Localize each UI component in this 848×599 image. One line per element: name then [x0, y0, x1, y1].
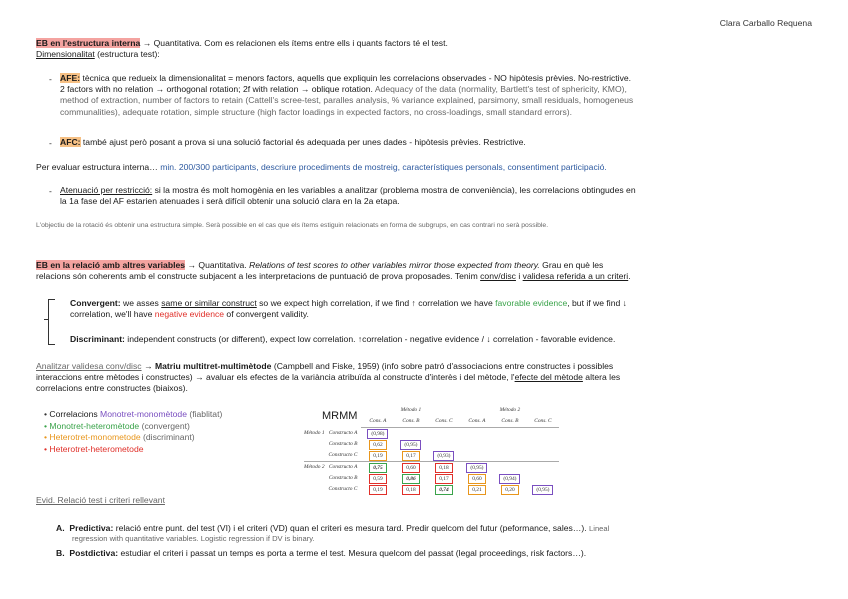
- attenuation-label: Atenuació per restricció:: [60, 185, 153, 195]
- list-letter: A.: [56, 523, 65, 533]
- legend-colored-label: Monotret-heteromètode: [49, 420, 140, 431]
- text: relacions són coherents amb el constructe subjacent a les interpretacions de puntuació de prova proposades. Tenim: [36, 271, 481, 282]
- correlation-value: 0,17: [402, 451, 419, 461]
- column-header: Cons. B: [493, 416, 526, 428]
- matrix-cell: [394, 473, 427, 484]
- correlation-value: (0,98): [367, 429, 388, 439]
- afe-paragraph: [60, 73, 820, 118]
- correlation-value: (0,93): [433, 451, 454, 461]
- correlation-value: (0,95): [400, 440, 421, 450]
- matrix-cell: [460, 484, 493, 495]
- mtmm-bold: Matriu multitret-multimètode: [154, 361, 272, 371]
- matrix-cell: [394, 439, 427, 450]
- correlation-value: 0,86: [402, 474, 419, 484]
- discriminant-text: independent constructs (or different), expect low correlation. ↑correlation - negative evidence / ↓ correlation - favorable evidence.: [124, 334, 616, 344]
- evaluation-text: Per evaluar estructura interna…: [36, 162, 161, 172]
- highlighted-heading: EB en l'estructura interna: [36, 38, 141, 48]
- text: , but if we find ↓: [567, 298, 627, 308]
- afe-line-4: communalities), adequate rotation, simple structure (high factor loadings in expected factors, no cross-loadings, small standard errors).: [60, 106, 573, 117]
- correlation-value: 0,19: [369, 451, 386, 461]
- bullet-icon: •: [44, 409, 50, 419]
- legend-item: [44, 421, 222, 433]
- correlation-value: 0,17: [435, 474, 452, 484]
- correlation-value: 0,74: [435, 485, 452, 495]
- matrix-cell: [526, 473, 559, 484]
- matrix-cell: [361, 473, 394, 484]
- table-row: [304, 462, 559, 474]
- matrix-cell: [394, 428, 427, 440]
- evaluation-blue: min. 200/300 participants, descriure procediments de mostreig, característiques personals, consentiment participació.: [160, 162, 607, 172]
- matrix-cell: [427, 450, 460, 462]
- afc-text: també ajust però posant a prova si una solució factorial és adequada per unes dades - hipòtesis prèvies. Restrictive.: [80, 137, 526, 147]
- text: (Campbell and Fiske, 1959) (info sobre patró d'associacions entre constructes i possibles: [271, 361, 614, 371]
- method-header: Método 2: [499, 406, 521, 413]
- table-row: [304, 450, 559, 462]
- method-label: [304, 473, 329, 484]
- matrix-cell: [361, 484, 394, 495]
- matrix-cell: [361, 428, 394, 440]
- column-header: Cons. C: [526, 416, 559, 428]
- legend-colored-label: Heterotret-monometode: [49, 432, 141, 442]
- empty-cell: [329, 416, 362, 428]
- predictive-item: [56, 523, 609, 544]
- underlined-text: conv/disc: [480, 271, 516, 282]
- mtmm-heading: Analitzar validesa conv/disc: [36, 361, 142, 371]
- legend-item: [44, 409, 222, 421]
- text: .: [628, 271, 631, 282]
- legend-colored-label: Heterotret-heterometode: [49, 443, 144, 454]
- mrmm-table: [304, 405, 559, 495]
- matrix-cell: [460, 462, 493, 474]
- correlation-value: 0,60: [402, 463, 419, 473]
- matrix-cell: [361, 450, 394, 462]
- section-other-variables: [36, 260, 812, 282]
- matrix-cell: [526, 484, 559, 495]
- construct-label: Constructo B: [328, 440, 358, 447]
- legend-suffix: (fiablitat): [186, 409, 223, 419]
- matrix-cell: [361, 462, 394, 474]
- discriminant-label: Discriminant:: [70, 334, 125, 344]
- dimensionality-rest: (estructura test):: [94, 49, 160, 59]
- method-label: [304, 450, 329, 462]
- matrix-cell: [493, 462, 526, 474]
- text: correlation, we'll have: [70, 309, 155, 320]
- arrow: →: [141, 361, 155, 371]
- correlation-value: 0,19: [369, 485, 386, 495]
- method-label: Método 2: [304, 462, 329, 474]
- matrix-cell: [460, 439, 493, 450]
- method-label: Método 1: [304, 429, 325, 436]
- correlation-value: 0,60: [468, 474, 485, 484]
- matrix-cell: [427, 462, 460, 474]
- afc-label: AFC:: [60, 137, 81, 147]
- correlation-value: 0,62: [369, 440, 386, 450]
- matrix-cell: [526, 450, 559, 462]
- postdictive-item: [56, 548, 586, 559]
- construct-label: Constructo C: [328, 451, 358, 458]
- correlation-value: 0,59: [369, 474, 386, 484]
- legend-item: [44, 444, 222, 456]
- matrix-cell: [394, 462, 427, 474]
- text: Grau en què les: [539, 260, 604, 270]
- negative-text: negative evidence: [154, 309, 225, 320]
- legend-item: [44, 432, 222, 444]
- underlined-text: validesa referida a un criteri: [522, 271, 629, 282]
- predictive-note: regression with quantitative variables. Logistic regression if DV is binary.: [72, 534, 315, 544]
- criterion-heading: [36, 495, 165, 506]
- table-row: [304, 484, 559, 495]
- empty-cell: [304, 416, 329, 428]
- postdictive-label: Postdictiva:: [69, 548, 119, 558]
- correlation-value: 0,75: [369, 463, 386, 473]
- correlation-legend: [44, 409, 222, 455]
- matrix-cell: [493, 484, 526, 495]
- afc-paragraph: [60, 137, 526, 148]
- matrix-cell: [361, 439, 394, 450]
- predictive-text: relació entre punt. del test (VI) i el criteri (VD) quan el criteri es mesura tard. Predir quelcom del futur (peformance, sales…).: [113, 523, 590, 533]
- correlation-value: (0,95): [532, 485, 553, 495]
- table-row: [304, 439, 559, 450]
- construct-label: Constructo C: [328, 485, 358, 492]
- matrix-cell: [427, 439, 460, 450]
- legend-suffix: (convergent): [139, 420, 190, 431]
- matrix-cell: [427, 473, 460, 484]
- bullet-icon: •: [44, 420, 50, 431]
- correlation-value: 0,18: [435, 463, 452, 473]
- brace-tip: [44, 319, 48, 320]
- matrix-cell: [493, 450, 526, 462]
- matrix-cell: [427, 428, 460, 440]
- column-header: Cons. B: [394, 416, 427, 428]
- dimensionality-label: Dimensionalitat: [36, 49, 95, 59]
- legend-colored-label: Monotret-monomètode: [100, 409, 187, 419]
- discriminant-paragraph: [70, 334, 615, 345]
- column-header: Cons. A: [460, 416, 493, 428]
- favorable-text: favorable evidence: [495, 298, 568, 308]
- matrix-cell: [460, 473, 493, 484]
- convergent-label: Convergent:: [70, 298, 121, 308]
- text: → Quantitativa.: [185, 260, 250, 270]
- afe-line-2-gray: Adequacy of the data (normality, Bartlett's test of sphericity, KMO),: [372, 84, 627, 95]
- text: so we expect high correlation, if we find ↑ correlation we have: [256, 298, 496, 308]
- matrix-cell: [460, 450, 493, 462]
- attenuation-paragraph: [60, 185, 636, 207]
- matrix-cell: [394, 484, 427, 495]
- afe-label: AFE:: [60, 73, 81, 83]
- dash-bullet: -: [49, 74, 52, 84]
- highlighted-heading: EB en la relació amb altres variables: [36, 260, 186, 270]
- correlation-value: 0,21: [468, 485, 485, 495]
- italic-text: Relations of test scores to other variables mirror those expected from theory.: [249, 260, 540, 270]
- underlined-text: same or similar construct: [161, 298, 257, 308]
- underlined-text: efecte del mètode: [514, 372, 583, 383]
- list-letter: B.: [56, 548, 65, 558]
- bullet-icon: •: [44, 443, 50, 454]
- attenuation-line-2: la 1a fase del AF estarien atenuades i serà difícil obtenir una solució clara en la 2a etapa.: [60, 196, 400, 207]
- matrix-cell: [427, 484, 460, 495]
- matrix-cell: [526, 428, 559, 440]
- mrmm-title: MRMM: [322, 410, 358, 422]
- correlation-value: (0,95): [466, 463, 487, 473]
- section-mtmm: [36, 361, 620, 395]
- empty-cell: [304, 405, 329, 416]
- table-row: [304, 428, 559, 440]
- section-internal-structure-title: [36, 38, 448, 49]
- method-label: [304, 439, 329, 450]
- method-header: Método 1: [400, 406, 422, 413]
- matrix-cell: [493, 428, 526, 440]
- text: altera les: [582, 372, 621, 383]
- method-label: [304, 484, 329, 495]
- correlation-value: (0,94): [499, 474, 520, 484]
- correlation-value: 0,18: [402, 485, 419, 495]
- text: i: [515, 271, 523, 282]
- text: we asses: [120, 298, 162, 308]
- attenuation-line-1: si la mostra és molt homogènia en les variables a analitzar (problema mostra de conveniència), les correlacions obtingudes en: [152, 185, 636, 195]
- afe-line-1: tècnica que redueix la dimensionalitat = menors factors, aquells que expliquin les correlacions observades - NO hipòtesis prèvies. No-restrictive.: [80, 73, 632, 83]
- table-row: [304, 473, 559, 484]
- text: interaccions entre mètodes i constructes) → avaluar els efectes de la variància atribuïda al constructe d'interès i del mètode, l': [36, 372, 515, 383]
- legend-suffix: (discriminant): [140, 432, 195, 442]
- dimensionality-line: [36, 49, 160, 60]
- afe-line-3: method of extraction, number of factors to retain (Cattell's scree-test, paralles analysis, % variance explained, parsimony, small residuals, homogeneus: [60, 95, 634, 106]
- dash-bullet: -: [49, 138, 52, 148]
- construct-label: Constructo A: [329, 462, 362, 474]
- matrix-cell: [493, 439, 526, 450]
- text: of convergent validity.: [224, 309, 309, 320]
- column-header: Cons. A: [361, 416, 394, 428]
- convergent-paragraph: [70, 298, 627, 320]
- rotation-note: L'objectiu de la rotació és obtenir una estructura simple. Serà possible en el cas que els ítems estiguin relacionats en forma de subgrups, en cas contrari no serà possible.: [36, 222, 549, 229]
- matrix-cell: [526, 439, 559, 450]
- criterion-title: Evid. Relació test i criteri rellevant: [36, 495, 165, 505]
- matrix-cell: [493, 473, 526, 484]
- heading-text: → Quantitativa. Com es relacionen els ítems entre ells i quants factors té el test.: [140, 38, 448, 48]
- matrix-cell: [394, 450, 427, 462]
- curly-brace: [48, 299, 55, 345]
- afe-line-2: 2 factors with no relation → orthogonal rotation; 2f with relation → oblique rotation.: [60, 84, 373, 95]
- author-name: Clara Carballo Requena: [719, 18, 812, 28]
- legend-prefix: Correlacions: [49, 409, 101, 419]
- matrix-cell: [460, 428, 493, 440]
- text: correlacions entre constructes (biaixos).: [36, 383, 188, 394]
- correlation-value: 0,20: [501, 485, 518, 495]
- postdictive-text: estudiar el criteri i passat un temps es porta a terme el test. Mesura quelcom del passat (legal proceedings, risk factors…).: [118, 548, 587, 558]
- dash-bullet: -: [49, 186, 52, 196]
- evaluation-line: [36, 162, 607, 173]
- predictive-label: Predictiva:: [69, 523, 114, 533]
- matrix-cell: [526, 462, 559, 474]
- construct-label: Constructo A: [328, 429, 358, 436]
- empty-cell: [329, 405, 362, 416]
- bullet-icon: •: [44, 432, 50, 442]
- column-header: Cons. C: [427, 416, 460, 428]
- construct-label: Constructo B: [328, 474, 358, 481]
- small-note: Lineal: [589, 524, 610, 533]
